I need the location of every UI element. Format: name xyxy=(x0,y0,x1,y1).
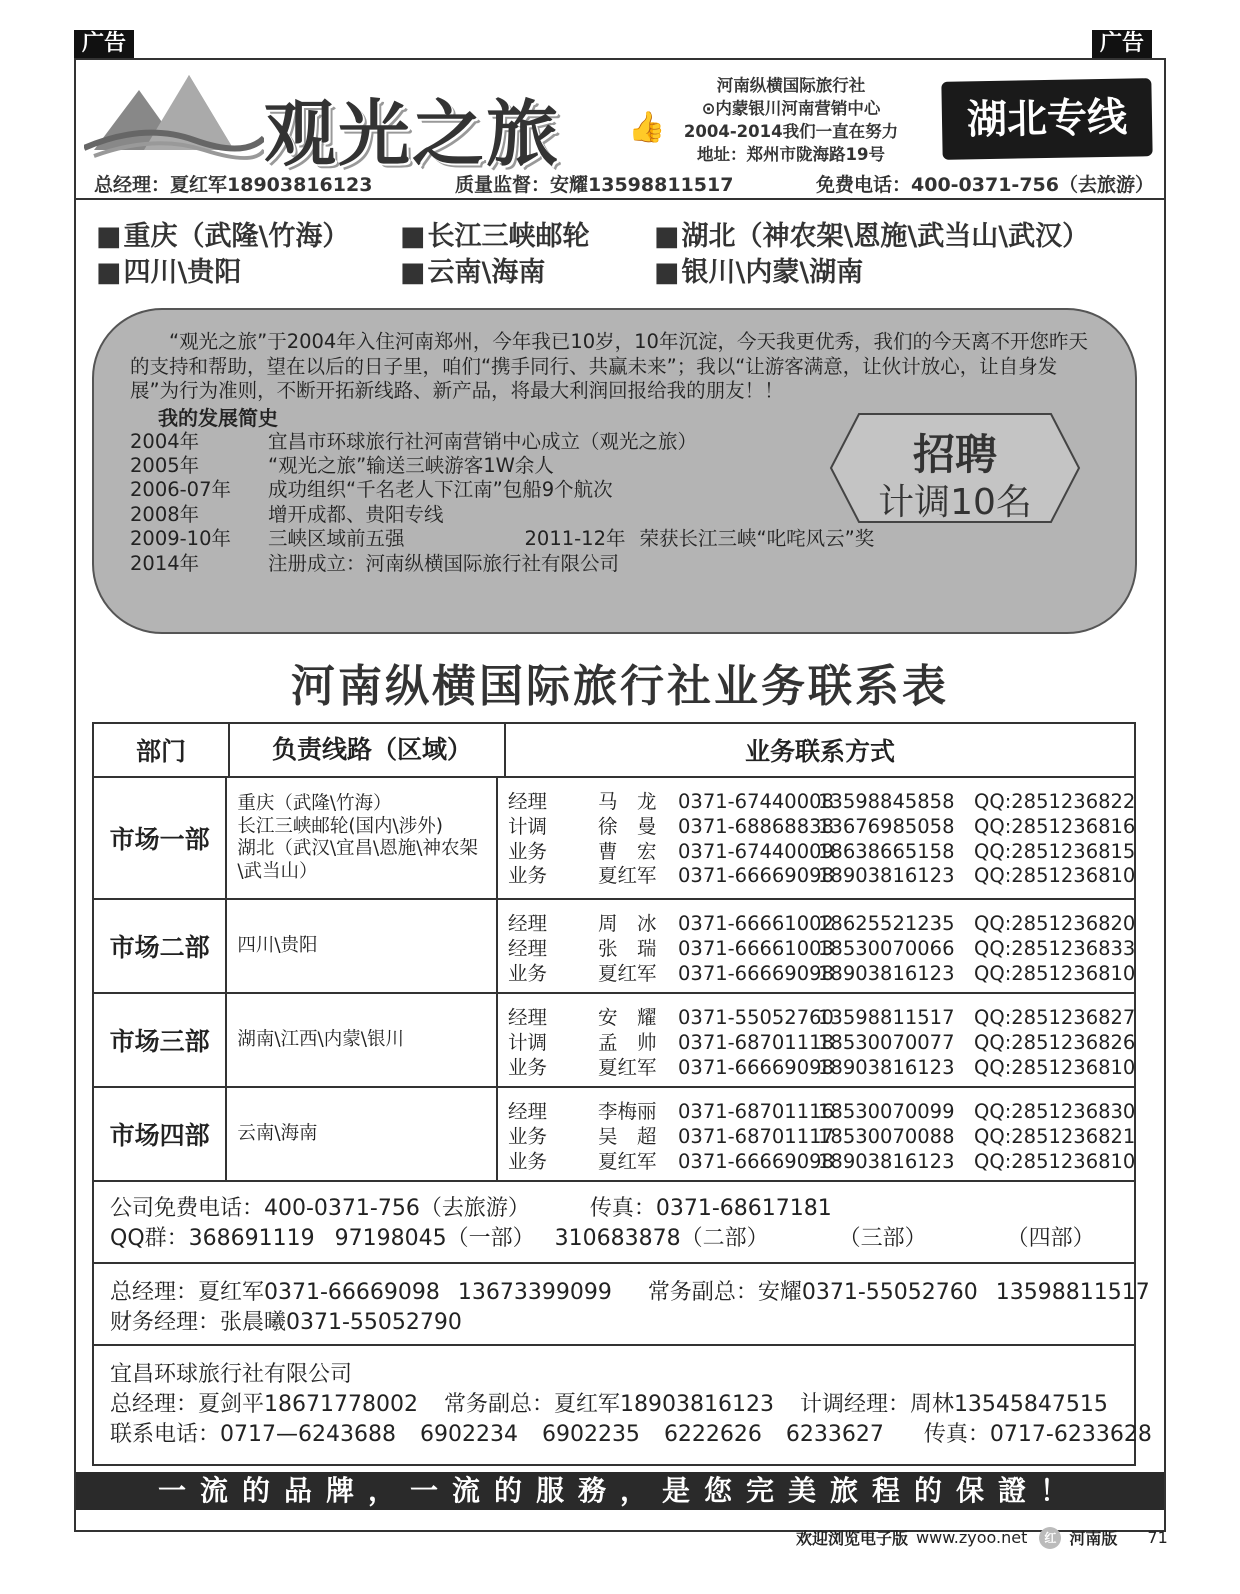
contact-qq: QQ:2851236821 xyxy=(974,1124,1136,1148)
contact-cell xyxy=(496,994,1134,1086)
yichang-fax: 传真：0717-6233628 xyxy=(923,1422,1152,1447)
contact-line xyxy=(508,1056,1134,1081)
contact-role: 业务 xyxy=(508,839,548,863)
org-line: ⊙内蒙银川河南营销中心 xyxy=(701,99,881,118)
contact-qq: QQ:2851236833 xyxy=(974,936,1136,960)
contact-role: 经理 xyxy=(508,1006,548,1029)
yichang-staff-line xyxy=(110,1390,1134,1420)
route-cell: 湖南\江西\内蒙\银川 xyxy=(225,994,496,1086)
contact-line xyxy=(508,815,1134,840)
history-text: “观光之旅”输送三峡游客1W余人 xyxy=(268,453,554,477)
contact-cell xyxy=(496,778,1134,898)
dept-cell: 市场二部 xyxy=(109,933,210,962)
route-item: ■ 云南\海南 xyxy=(400,256,654,290)
header-cell: 负责线路（区域） xyxy=(228,724,504,776)
yichang-phone-5: 6233627 xyxy=(785,1422,884,1447)
edition-icon: 红 xyxy=(1039,1527,1061,1549)
contact-mobile: 18625521235 xyxy=(818,912,955,935)
contact-tel: 0371-67440009 xyxy=(678,839,834,863)
contact-name: 安 耀 xyxy=(598,1006,657,1029)
contact-mobile: 18530070099 xyxy=(818,1100,955,1123)
contact-name: 马 龙 xyxy=(598,790,657,813)
route-cell: 四川\贵阳 xyxy=(225,900,496,992)
header-cell: 部门 xyxy=(135,737,186,766)
org-line: 地址：郑州市陇海路19号 xyxy=(697,145,885,164)
history-title: 我的发展简史 xyxy=(158,405,278,430)
route-item: ■ 重庆（武隆\竹海） xyxy=(96,220,400,254)
edition-label: 河南版 xyxy=(1069,1529,1118,1548)
contact-tel: 0371-68701117 xyxy=(678,1124,834,1148)
ad-label-left: 广告 xyxy=(74,30,134,58)
contact-tel: 0371-68701118 xyxy=(678,1030,834,1054)
contact-role: 业务 xyxy=(508,961,548,985)
contact-name: 孟 帅 xyxy=(598,1030,657,1054)
quality-supervisor: 质量监督：安耀13598811517 xyxy=(455,174,734,196)
contact-role: 计调 xyxy=(508,814,548,838)
contact-tel: 0371-66661003 xyxy=(678,936,834,960)
contact-qq: QQ:2851236822 xyxy=(974,790,1136,813)
header-cell: 业务联系方式 xyxy=(504,724,1134,776)
dept-cell: 市场三部 xyxy=(109,1027,210,1056)
contact-mobile: 18903816123 xyxy=(818,864,955,888)
intro-paragraph: “观光之旅”于2004年入住河南郑州，今年我已10岁，10年沉淀，今天我更优秀，我们的今天离不开您昨天的支持和帮助，望在以后的日子里，咱们“携手同行、共赢未来”；我以“让游客满意，让伙计放心，让自身发展”为行为准则，不断开拓新线路、新产品，将最大利润回报给我的朋友！！ xyxy=(130,330,1088,402)
management-info xyxy=(92,1264,1150,1346)
history-year: 2005年 xyxy=(130,453,200,477)
contact-line xyxy=(508,1031,1134,1056)
contact-mobile: 18638665158 xyxy=(818,839,955,863)
hiring-badge xyxy=(829,412,1081,524)
route-list xyxy=(96,220,1156,292)
qq-line xyxy=(110,1224,1134,1254)
finance-line xyxy=(110,1308,1134,1338)
deputy-phone: 常务副总：安耀0371-55052760 xyxy=(647,1280,978,1305)
contact-qq: QQ:2851236810 xyxy=(974,961,1136,985)
table-row xyxy=(94,898,1134,992)
company-info xyxy=(92,1182,1136,1264)
contact-mobile: 13598845858 xyxy=(818,790,955,813)
contact-role: 经理 xyxy=(508,912,548,935)
contact-line xyxy=(508,912,1134,937)
contact-qq: QQ:2851236810 xyxy=(974,864,1136,888)
contact-qq: QQ:2851236820 xyxy=(974,912,1136,935)
contact-qq: QQ:2851236830 xyxy=(974,1100,1136,1123)
contact-name: 夏红军 xyxy=(598,1149,657,1173)
contact-tel: 0371-67440008 xyxy=(678,790,834,813)
contact-mobile: 13598811517 xyxy=(818,1006,955,1029)
thumbs-up-icon: 👍 xyxy=(628,110,666,145)
history-text: 注册成立：河南纵横国际旅行社有限公司 xyxy=(268,551,620,575)
ad-frame xyxy=(74,58,1166,1532)
contact-name: 李梅丽 xyxy=(598,1100,657,1123)
contact-qq: QQ:2851236810 xyxy=(974,1055,1136,1079)
deputy-mobile: 13598811517 xyxy=(995,1280,1150,1305)
org-line: 河南纵横国际旅行社 xyxy=(716,76,866,95)
contact-name: 周 冰 xyxy=(598,912,657,935)
contact-role: 业务 xyxy=(508,1149,548,1173)
contact-mobile: 18903816123 xyxy=(818,961,955,985)
contact-tel: 0371-66661002 xyxy=(678,912,834,935)
contact-qq: QQ:2851236827 xyxy=(974,1006,1136,1029)
contact-qq: QQ:2851236826 xyxy=(974,1030,1136,1054)
header-contact-line xyxy=(94,170,1154,197)
contact-role: 经理 xyxy=(508,936,548,960)
table-row xyxy=(94,992,1134,1086)
route-cell: 重庆（武隆\竹海） 长江三峡邮轮(国内\涉外) 湖北（武汉\宜昌\恩施\神农架\武当山） xyxy=(225,778,496,898)
company-hotline: 公司免费电话：400-0371-756（去旅游） xyxy=(110,1196,530,1221)
yichang-planner: 计调经理：周林13545847515 xyxy=(799,1392,1108,1417)
contact-tel: 0371-66669098 xyxy=(678,961,834,985)
contact-line xyxy=(508,962,1134,987)
contact-qq: QQ:2851236816 xyxy=(974,814,1136,838)
table-title: 河南纵横国际旅行社业务联系表 xyxy=(291,661,949,712)
route-row xyxy=(96,220,1156,254)
history-year: 2009-10年 xyxy=(130,527,231,551)
contact-name: 夏红军 xyxy=(598,864,657,888)
gm-phone: 总经理：夏红军0371-66669098 xyxy=(110,1280,440,1305)
history-year: 2004年 xyxy=(130,429,200,453)
yichang-deputy: 常务副总：夏红军18903816123 xyxy=(443,1392,774,1417)
contact-mobile: 18530070077 xyxy=(818,1030,955,1054)
history-year: 2011-12年 xyxy=(524,527,626,551)
route-item: ■ 湖北（神农架\恩施\武当山\武汉） xyxy=(654,220,1089,254)
history-text: 增开成都、贵阳专线 xyxy=(268,502,444,526)
page-footer xyxy=(796,1526,1168,1549)
history-item xyxy=(130,552,1099,576)
contact-line xyxy=(508,1125,1134,1150)
yichang-info xyxy=(92,1346,1152,1466)
contact-mobile: 13676985058 xyxy=(818,814,955,838)
hotline: 免费电话：400-0371-756（去旅游） xyxy=(816,174,1154,196)
gm-mobile: 13673399099 xyxy=(457,1280,612,1305)
history-year: 2014年 xyxy=(130,551,200,575)
dept-cell: 市场一部 xyxy=(109,825,210,854)
qq-group-1: 97198045（一部） xyxy=(334,1226,535,1251)
browse-text: 欢迎浏览电子版 xyxy=(796,1529,909,1548)
table-header-row xyxy=(94,724,1134,776)
qq-group-4: （四部） xyxy=(1006,1226,1095,1251)
contact-role: 业务 xyxy=(508,1124,548,1148)
table-row xyxy=(94,776,1134,898)
route-item: ■ 四川\贵阳 xyxy=(96,256,400,290)
route-cell: 云南\海南 xyxy=(225,1088,496,1180)
history-year: 2008年 xyxy=(130,502,200,526)
contact-role: 经理 xyxy=(508,790,548,813)
yichang-phone-3: 6902235 xyxy=(541,1422,640,1447)
route-badge: 湖北专线 xyxy=(941,78,1152,160)
contact-name: 曹 宏 xyxy=(598,839,657,863)
contact-qq: QQ:2851236815 xyxy=(974,839,1136,863)
ad-label-right: 广告 xyxy=(1092,30,1152,58)
contact-tel: 0371-66669098 xyxy=(678,1149,834,1173)
contact-tel: 0371-55052760 xyxy=(678,1006,834,1029)
contact-mobile: 18903816123 xyxy=(818,1055,955,1079)
contact-name: 夏红军 xyxy=(598,1055,657,1079)
yichang-name: 宜昌环球旅行社有限公司 xyxy=(110,1362,353,1387)
company-fax: 传真：0371-68617181 xyxy=(589,1196,832,1221)
page-number: 71 xyxy=(1147,1528,1168,1547)
contact-line xyxy=(508,864,1134,889)
contact-role: 经理 xyxy=(508,1100,548,1123)
history-item xyxy=(130,527,1099,551)
history-text: 成功组织“千名老人下江南”包船9个航次 xyxy=(268,478,613,502)
finance-manager: 财务经理：张晨曦0371-55052790 xyxy=(110,1310,462,1335)
header xyxy=(76,60,1164,200)
contact-qq: QQ:2851236810 xyxy=(974,1149,1136,1173)
contact-role: 计调 xyxy=(508,1030,548,1054)
history-text: 荣获长江三峡“叱咤风云”奖 xyxy=(639,527,875,551)
mountain-logo-icon xyxy=(84,70,264,160)
contact-cell xyxy=(496,900,1134,992)
slogan-banner: 一流的品牌，一流的服務，是您完美旅程的保證！ xyxy=(76,1472,1164,1510)
management-line xyxy=(110,1278,1150,1308)
contact-name: 张 瑞 xyxy=(598,936,657,960)
contact-mobile: 18903816123 xyxy=(818,1149,955,1173)
org-info xyxy=(666,74,916,166)
yichang-name-line xyxy=(110,1360,1134,1390)
contact-line xyxy=(508,1006,1134,1031)
org-line: 2004-2014我们一直在努力 xyxy=(683,122,899,141)
general-manager: 总经理：夏红军18903816123 xyxy=(94,174,373,196)
contact-name: 吴 超 xyxy=(598,1124,657,1148)
yichang-phone-line xyxy=(110,1420,1152,1450)
dept-cell: 市场四部 xyxy=(109,1121,210,1150)
site-url[interactable]: www.zyoo.net xyxy=(916,1528,1028,1547)
contact-name: 徐 曼 xyxy=(598,814,657,838)
contact-line xyxy=(508,840,1134,865)
contact-line xyxy=(508,1150,1134,1175)
hiring-title: 招聘 xyxy=(912,430,997,479)
yichang-phone-2: 6902234 xyxy=(419,1422,518,1447)
qq-group-3: （三部） xyxy=(838,1226,927,1251)
contact-tel: 0371-66669098 xyxy=(678,864,834,888)
table-row xyxy=(94,1086,1134,1180)
contact-line xyxy=(508,937,1134,962)
contact-mobile: 18530070066 xyxy=(818,936,955,960)
history-text: 宜昌市环球旅行社河南营销中心成立（观光之旅） xyxy=(268,429,698,453)
yichang-phone: 联系电话：0717—6243688 xyxy=(110,1422,396,1447)
contact-tel: 0371-68701116 xyxy=(678,1100,834,1123)
contact-role: 业务 xyxy=(508,1055,548,1079)
yichang-gm: 总经理：夏剑平18671778002 xyxy=(110,1392,418,1417)
contact-mobile: 18530070088 xyxy=(818,1124,955,1148)
history-year: 2006-07年 xyxy=(130,478,231,502)
company-line xyxy=(110,1194,1134,1224)
history-text: 三峡区域前五强 xyxy=(268,527,405,551)
contact-line xyxy=(508,790,1134,815)
yichang-phone-4: 6222626 xyxy=(663,1422,762,1447)
intro-box xyxy=(92,308,1137,634)
contact-role: 业务 xyxy=(508,864,548,888)
contact-tel: 0371-66669098 xyxy=(678,1055,834,1079)
brand-title: 观光之旅 xyxy=(264,91,561,176)
route-item: ■ 长江三峡邮轮 xyxy=(400,220,654,254)
qq-group-2: 310683878（二部） xyxy=(554,1226,769,1251)
route-row xyxy=(96,256,1156,290)
hiring-subtitle: 计调10名 xyxy=(878,482,1032,523)
contact-tel: 0371-68868838 xyxy=(678,814,834,838)
qq-group: QQ群：368691119 xyxy=(110,1226,315,1251)
contact-table xyxy=(92,722,1136,1182)
contact-name: 夏红军 xyxy=(598,961,657,985)
contact-line xyxy=(508,1100,1134,1125)
route-item: ■ 银川\内蒙\湖南 xyxy=(654,256,863,290)
contact-cell xyxy=(496,1088,1134,1180)
